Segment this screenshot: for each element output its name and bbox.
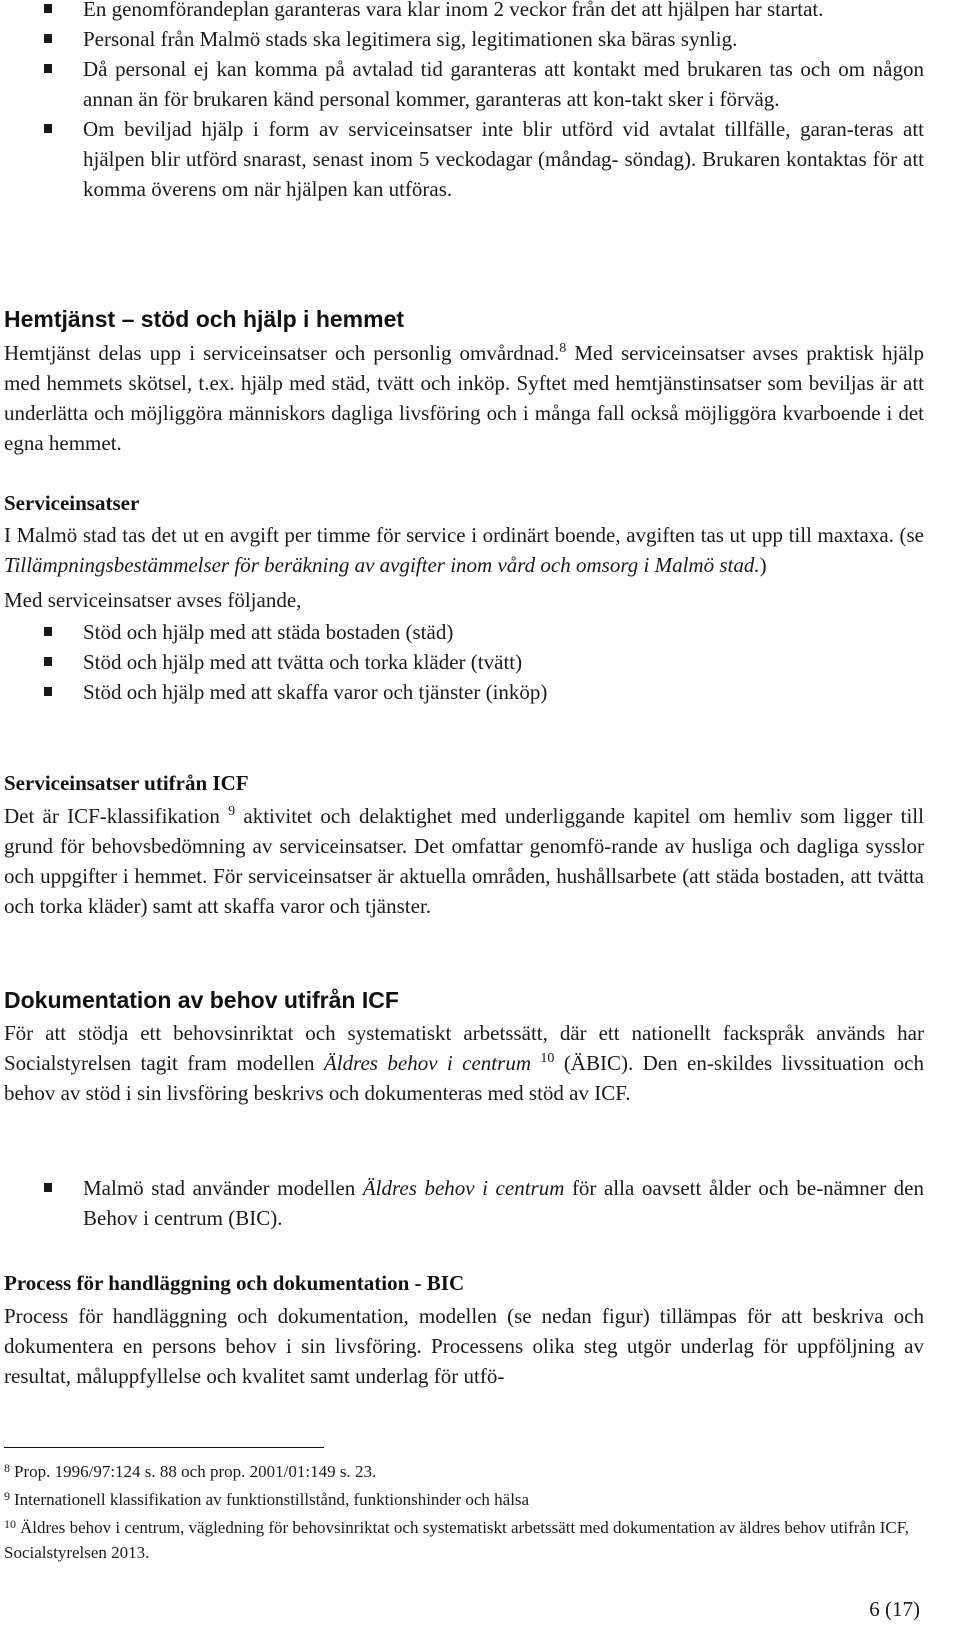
list-item-text: Stöd och hjälp med att tvätta och torka kläder (tvätt) (83, 650, 523, 674)
list-item (0, 54, 960, 114)
section-heading-serviceinsatser: Serviceinsatser (4, 491, 140, 515)
footnote-ref-8[interactable]: 8 (559, 341, 567, 356)
footnote-text: Internationell klassifikation av funktionstillstånd, funktionshinder och hälsa (14, 1490, 530, 1509)
bullet-square-icon (44, 34, 52, 43)
section-heading-hemtjanst: Hemtjänst – stöd och hjälp i hemmet (4, 306, 405, 332)
footnote-separator (4, 1447, 324, 1448)
list-item (0, 1173, 960, 1233)
reference-title: Tillämpningsbestämmelser för beräkning av avgifter inom vård och omsorg i Malmö stad. (4, 553, 760, 577)
list-item (0, 617, 960, 647)
footnote-text: Äldres behov i centrum, vägledning för behovsinriktat och systematiskt arbetssätt med dokumentation av äldres behov utifrån ICF, Socialstyrelsen 2013. (4, 1518, 910, 1562)
footnote-number: 8 (4, 1461, 10, 1475)
list-item-text: Personal från Malmö stads ska legitimera sig, legitimationen ska bäras synlig. (83, 27, 738, 51)
list-item (0, 114, 960, 204)
footnote-number: 9 (4, 1489, 10, 1503)
list-item-text: Då personal ej kan komma på avtalad tid garanteras att kontakt med brukaren tas och om någon annan än för brukaren känd personal kommer, garanteras att kon-takt sker i förväg. (83, 57, 924, 111)
bullet-square-icon (44, 657, 52, 666)
list-item (0, 677, 960, 707)
footnotes (4, 1456, 924, 1565)
section-heading-dokumentation: Dokumentation av behov utifrån ICF (4, 987, 399, 1013)
model-name: Äldres behov i centrum (323, 1051, 531, 1075)
footnote-ref-9[interactable]: 9 (228, 804, 236, 819)
bullet-square-icon (44, 687, 52, 696)
bullet-square-icon (44, 64, 52, 73)
list-item-text: Stöd och hjälp med att städa bostaden (städ) (83, 620, 454, 644)
page-number: 6 (17) (869, 1597, 920, 1621)
bullet-square-icon (44, 1183, 52, 1192)
footnote-item (4, 1456, 924, 1484)
dokumentation-bullet-list (0, 1173, 960, 1233)
icf-paragraph: Det är ICF-klassifikation $^9$ aktivitet och delaktighet med underliggande kapitel om hemliv som ligger till grund för behovsbedömning av serviceinsatser. Det omfattar genomfö-rande av husliga och dagliga sysslor och uppgifter i hemmet. För serviceinsatser är aktuella områden, hushållsarbete (att städa bostaden, att tvätta och torka kläder) samt att skaffa varor och tjänster. (4, 804, 924, 918)
service-bullet-list (0, 617, 960, 707)
list-item-text: Malmö stad använder modellen Äldres behov i centrum för alla oavsett ålder och be-nämner den Behov i centrum (BIC). (83, 1176, 924, 1230)
footnote-number: 10 (4, 1517, 16, 1531)
guarantee-bullet-list (0, 0, 960, 204)
footnote-item (4, 1484, 924, 1512)
list-item-text: Stöd och hjälp med att skaffa varor och tjänster (inköp) (83, 680, 548, 704)
section-heading-process: Process för handläggning och dokumentation - BIC (4, 1271, 465, 1295)
list-item-text: En genomförandeplan garanteras vara klar inom 2 veckor från det att hjälpen har startat. (83, 0, 824, 21)
list-item (0, 0, 960, 24)
bullet-square-icon (44, 627, 52, 636)
footnote-text: Prop. 1996/97:124 s. 88 och prop. 2001/01:149 s. 23. (14, 1462, 377, 1481)
hemtjanst-paragraph: Hemtjänst delas upp i serviceinsatser och personlig omvårdnad.$^8$ Med serviceinsatser avses praktisk hjälp med hemmets skötsel, t.ex. hjälp med städ, tvätt och inköp. Syftet med hemtjänstinsatser som beviljas är att underlätta och möjliggöra människors dagliga livsföring och i många fall också möjliggöra kvarboende i det egna hemmet. (4, 341, 924, 455)
section-heading-icf: Serviceinsatser utifrån ICF (4, 771, 249, 795)
list-item (0, 647, 960, 677)
bullet-square-icon (44, 124, 52, 133)
serviceinsatser-paragraph: I Malmö stad tas det ut en avgift per timme för service i ordinärt boende, avgiften tas ut upp till maxtaxa. (se Tillämpningsbestämmelser för beräkning av avgifter inom vård och omsorg i Malmö stad.) (4, 523, 924, 577)
list-item-text: Om beviljad hjälp i form av serviceinsatser inte blir utförd vid avtalat tillfälle, garan-teras att hjälpen blir utförd snarast, senast inom 5 veckodagar (måndag- söndag). Brukaren kontaktas för att komma överens om när hjälpen kan utföras. (83, 117, 924, 201)
footnote-item (4, 1512, 924, 1565)
list-item (0, 24, 960, 54)
bullet-square-icon (44, 4, 52, 13)
dokumentation-paragraph: För att stödja ett behovsinriktat och systematiskt arbetssätt, där ett nationellt fackspråk används har Socialstyrelsen tagit fram modellen Äldres behov i centrum $^{10}$ (ÄBIC). Den en-skildes livssituation och behov av stöd i sin livsföring beskrivs och dokumenteras med stöd av ICF. (4, 1021, 925, 1105)
process-paragraph: Process för handläggning och dokumentation, modellen (se nedan figur) tillämpas för att beskriva och dokumentera en persons behov i sin livsföring. Processens olika steg utgör underlag för uppföljning av resultat, måluppfyllelse och kvalitet samt underlag för utfö- (4, 1304, 924, 1388)
footnote-ref-10[interactable]: 10 (540, 1051, 555, 1066)
model-name: Äldres behov i centrum (362, 1176, 565, 1200)
serviceinsatser-intro: Med serviceinsatser avses följande, (4, 588, 302, 612)
